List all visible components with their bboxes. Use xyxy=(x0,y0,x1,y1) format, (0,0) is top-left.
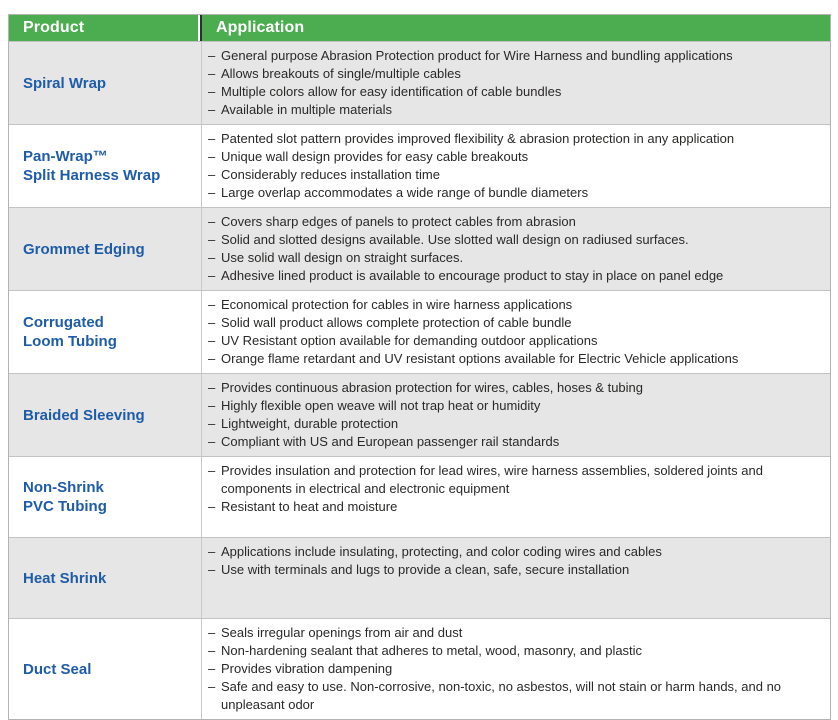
bullet-text: Highly flexible open weave will not trap heat or humidity xyxy=(221,398,541,413)
bullet-dash: – xyxy=(208,544,216,559)
bullet-dash: – xyxy=(208,167,216,182)
bullet-dash: – xyxy=(208,131,216,146)
bullet-item xyxy=(208,624,826,642)
product-cell xyxy=(9,42,202,124)
bullet-item xyxy=(208,561,826,579)
bullet-item xyxy=(208,379,826,397)
product-application-table xyxy=(8,14,831,720)
bullet-item xyxy=(208,678,826,714)
table-row xyxy=(9,373,830,456)
bullet-item xyxy=(208,314,826,332)
product-name: Loom Tubing xyxy=(23,333,117,350)
bullet-dash: – xyxy=(208,102,216,117)
bullet-text: Unique wall design provides for easy cable breakouts xyxy=(221,149,529,164)
application-cell xyxy=(202,619,830,719)
bullet-item xyxy=(208,433,826,451)
bullet-text: Use solid wall design on straight surfaces. xyxy=(221,250,464,265)
application-bullet-list xyxy=(208,296,826,368)
bullet-item xyxy=(208,462,826,498)
bullet-dash: – xyxy=(208,84,216,99)
bullet-dash: – xyxy=(208,48,216,63)
bullet-text: Orange flame retardant and UV resistant options available for Electric Vehicle applications xyxy=(221,351,739,366)
bullet-item xyxy=(208,166,826,184)
bullet-dash: – xyxy=(208,232,216,247)
bullet-item xyxy=(208,660,826,678)
table-row xyxy=(9,207,830,290)
application-bullet-list xyxy=(208,462,826,516)
product-name: Heat Shrink xyxy=(23,569,107,587)
table-body xyxy=(9,41,830,719)
product-cell xyxy=(9,291,202,373)
bullet-item xyxy=(208,415,826,433)
table-row xyxy=(9,456,830,537)
bullet-dash: – xyxy=(208,380,216,395)
bullet-dash: – xyxy=(208,661,216,676)
product-name: Corrugated xyxy=(23,314,104,331)
application-cell xyxy=(202,457,830,537)
application-cell xyxy=(202,42,830,124)
bullet-dash: – xyxy=(208,625,216,640)
bullet-text: General purpose Abrasion Protection product for Wire Harness and bundling applications xyxy=(221,48,733,63)
table-row xyxy=(9,618,830,719)
product-cell xyxy=(9,538,202,618)
bullet-dash: – xyxy=(208,562,216,577)
bullet-item xyxy=(208,231,826,249)
bullet-item xyxy=(208,47,826,65)
application-cell xyxy=(202,538,830,618)
bullet-text: Seals irregular openings from air and dust xyxy=(221,625,463,640)
bullet-dash: – xyxy=(208,214,216,229)
bullet-dash: – xyxy=(208,333,216,348)
bullet-dash: – xyxy=(208,297,216,312)
product-name: Braided Sleeving xyxy=(23,406,145,424)
bullet-item xyxy=(208,267,826,285)
application-cell xyxy=(202,125,830,207)
bullet-text: Lightweight, durable protection xyxy=(221,416,399,431)
bullet-text: Safe and easy to use. Non-corrosive, non-toxic, no asbestos, will not stain or harm hands, and no unpleasant odor xyxy=(221,679,782,712)
application-bullet-list xyxy=(208,624,826,714)
bullet-item xyxy=(208,543,826,561)
application-bullet-list xyxy=(208,379,826,451)
table-row xyxy=(9,537,830,618)
column-header-product: Product xyxy=(9,15,200,41)
bullet-dash: – xyxy=(208,499,216,514)
application-bullet-list xyxy=(208,543,826,579)
bullet-item xyxy=(208,350,826,368)
table-header-row xyxy=(9,15,830,41)
bullet-dash: – xyxy=(208,250,216,265)
bullet-text: Solid wall product allows complete protection of cable bundle xyxy=(221,315,572,330)
bullet-dash: – xyxy=(208,679,216,694)
product-name: Pan-Wrap™ xyxy=(23,148,108,165)
bullet-text: Provides vibration dampening xyxy=(221,661,393,676)
bullet-text: Provides insulation and protection for lead wires, wire harness assemblies, soldered joints and components in electrical and electronic equipment xyxy=(221,463,763,496)
bullet-item xyxy=(208,249,826,267)
product-name: Grommet Edging xyxy=(23,240,145,258)
bullet-item xyxy=(208,101,826,119)
bullet-dash: – xyxy=(208,351,216,366)
bullet-text: Covers sharp edges of panels to protect cables from abrasion xyxy=(221,214,576,229)
bullet-item xyxy=(208,642,826,660)
application-cell xyxy=(202,374,830,456)
bullet-dash: – xyxy=(208,149,216,164)
bullet-item xyxy=(208,184,826,202)
product-cell xyxy=(9,208,202,290)
table-row xyxy=(9,290,830,373)
bullet-text: Solid and slotted designs available. Use slotted wall design on radiused surfaces. xyxy=(221,232,689,247)
bullet-item xyxy=(208,332,826,350)
bullet-text: Applications include insulating, protecting, and color coding wires and cables xyxy=(221,544,662,559)
bullet-dash: – xyxy=(208,185,216,200)
bullet-dash: – xyxy=(208,268,216,283)
bullet-text: Patented slot pattern provides improved flexibility & abrasion protection in any application xyxy=(221,131,735,146)
bullet-text: UV Resistant option available for demanding outdoor applications xyxy=(221,333,598,348)
bullet-text: Adhesive lined product is available to encourage product to stay in place on panel edge xyxy=(221,268,724,283)
bullet-item xyxy=(208,83,826,101)
bullet-text: Considerably reduces installation time xyxy=(221,167,440,182)
bullet-item xyxy=(208,498,826,516)
product-cell xyxy=(9,125,202,207)
bullet-dash: – xyxy=(208,66,216,81)
bullet-text: Non-hardening sealant that adheres to metal, wood, masonry, and plastic xyxy=(221,643,643,658)
application-bullet-list xyxy=(208,213,826,285)
bullet-item xyxy=(208,65,826,83)
table-row xyxy=(9,124,830,207)
application-cell xyxy=(202,291,830,373)
product-cell xyxy=(9,619,202,719)
bullet-dash: – xyxy=(208,315,216,330)
bullet-dash: – xyxy=(208,434,216,449)
product-name: Split Harness Wrap xyxy=(23,167,161,184)
bullet-text: Use with terminals and lugs to provide a clean, safe, secure installation xyxy=(221,562,630,577)
bullet-text: Compliant with US and European passenger rail standards xyxy=(221,434,560,449)
bullet-item xyxy=(208,296,826,314)
bullet-text: Economical protection for cables in wire harness applications xyxy=(221,297,573,312)
bullet-text: Allows breakouts of single/multiple cables xyxy=(221,66,461,81)
bullet-dash: – xyxy=(208,643,216,658)
bullet-text: Multiple colors allow for easy identification of cable bundles xyxy=(221,84,562,99)
bullet-dash: – xyxy=(208,398,216,413)
table-row xyxy=(9,41,830,124)
application-cell xyxy=(202,208,830,290)
bullet-text: Resistant to heat and moisture xyxy=(221,499,398,514)
product-name: Duct Seal xyxy=(23,660,92,678)
product-name: Spiral Wrap xyxy=(23,74,107,92)
bullet-text: Large overlap accommodates a wide range of bundle diameters xyxy=(221,185,589,200)
bullet-item xyxy=(208,213,826,231)
bullet-dash: – xyxy=(208,416,216,431)
bullet-dash: – xyxy=(208,463,216,478)
bullet-item xyxy=(208,397,826,415)
bullet-text: Provides continuous abrasion protection for wires, cables, hoses & tubing xyxy=(221,380,644,395)
bullet-item xyxy=(208,130,826,148)
bullet-text: Available in multiple materials xyxy=(221,102,393,117)
product-name: PVC Tubing xyxy=(23,498,107,515)
application-bullet-list xyxy=(208,47,826,119)
bullet-item xyxy=(208,148,826,166)
product-cell xyxy=(9,374,202,456)
product-name: Non-Shrink xyxy=(23,479,104,496)
application-bullet-list xyxy=(208,130,826,202)
product-cell xyxy=(9,457,202,537)
column-header-application: Application xyxy=(200,15,830,41)
